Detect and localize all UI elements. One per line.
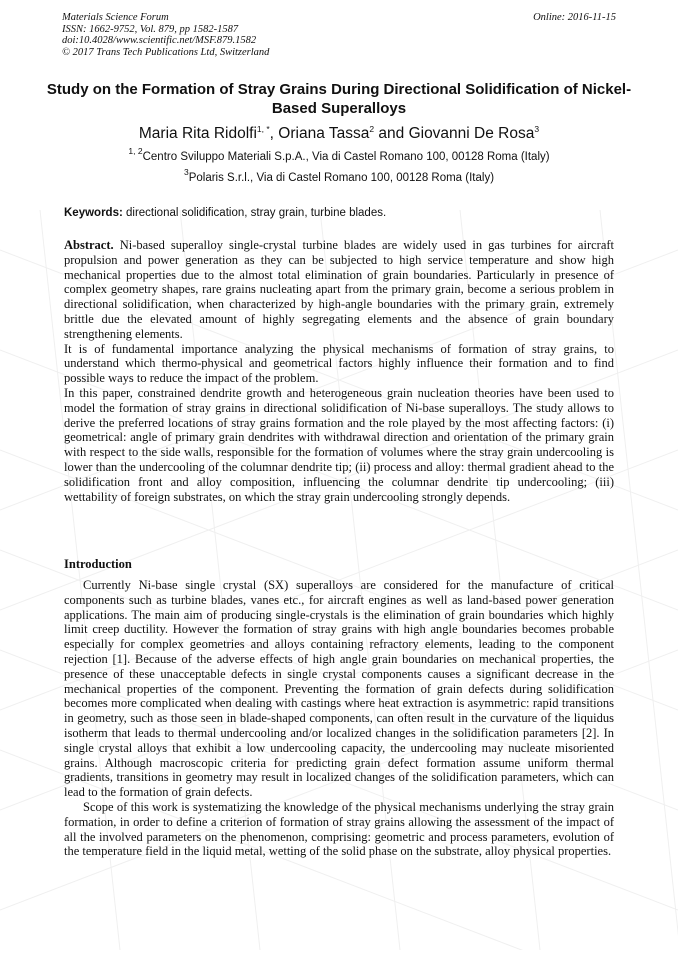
author-list [40, 124, 638, 144]
author-separator: , [269, 125, 279, 142]
abstract-label: Abstract. [64, 238, 114, 252]
affiliation [40, 167, 638, 185]
author-name: Oriana Tassa [278, 125, 370, 142]
paper-title: Study on the Formation of Stray Grains During Directional Solidification of Nickel-Based Superalloys [46, 81, 632, 117]
journal-issn: ISSN: 1662-9752, Vol. 879, pp 1582-1587 [62, 23, 239, 35]
affiliation-text: Centro Sviluppo Materiali S.p.A., Via di Castel Romano 100, 00128 Roma (Italy) [142, 151, 550, 163]
author-affiliation-mark: 3 [534, 124, 540, 134]
author-separator: and [374, 125, 409, 142]
affiliation-mark: 3 [183, 167, 189, 177]
body-paragraph: Scope of this work is systematizing the knowledge of the physical mechanisms underlying the stray grain formation, in order to define a criterion of formation of stray grains allowing the assessment of the impact of all the involved parameters on the phenomenon, comprising: geometric and process parameters, evolution of the temperature field in the liquid metal, wetting of the solid phase on the substrate, alloy physical properties. [64, 799, 614, 859]
keywords [64, 206, 614, 220]
author-name: Giovanni De Rosa [408, 125, 535, 142]
journal-doi: doi:10.4028/www.scientific.net/MSF.879.1582 [62, 35, 257, 47]
journal-name: Materials Science Forum [62, 12, 169, 23]
online-date: Online: 2016-11-15 [533, 12, 616, 23]
abstract-text: Ni-based superalloy single-crystal turbine blades are widely used in gas turbines for aircraft propulsion and power generation as they can be subjected to high service temperature and show high mechanical properties due to the almost total elimination of grain boundaries. Particularly in presence of complex geometry shapes, rare grains nucleating apart from the primary grain, become a serious problem in directional solidification, when characterized by high-angle boundaries with the primary grain, extremely brittle due the elevated amount of highly segregating elements and the absence of grain boundary strengthening elements. [64, 238, 614, 341]
body-paragraph: Currently Ni-base single crystal (SX) superalloys are considered for the manufacture of critical components such as turbine blades, vanes etc., for aircraft engines as well as land-based power generation applications. The main aim of producing single-crystals is the elimination of grain boundaries which highly limit creep ductility. However the formation of stray grains with high angle boundaries becomes probable especially for complex geometries and alloys containing refractory elements, leading to the component rejection [1]. Because of the adverse effects of high angle grain boundaries on mechanical properties, the presence of these unacceptable defects in single crystal components causes a significant decrease in the mechanical properties of the component. Preventing the formation of grain defects during solidification becomes more complicated when dealing with castings where heat extraction is asymmetric: rapid transitions in geometry, such as those seen in blade-shaped components, can often result in the curvature of the liquidus isotherm that leads to thermal undercooling and/or localized changes in the solidification parameters [2]. In single crystal alloys that exhibit a low undercooling capacity, the undercooling may nucleate misoriented grains. Although macroscopic criteria for predicting grain defect formation assume uniform thermal gradients, transitions in geometry may result in localized changes of the solidification parameters, which can lead to the formation of grain defects. [64, 578, 614, 800]
author-affiliation-mark: 1, * [256, 124, 270, 134]
affiliation-mark: 1, 2 [128, 146, 143, 156]
abstract-paragraph: It is of fundamental importance analyzing the physical mechanisms of formation of stray grains, to understand which thermo-physical and geometrical factors highly influence their formation and to find possible ways to reduce the impact of the problem. [64, 341, 614, 386]
author-affiliation-mark: 2 [369, 124, 375, 134]
journal-header [62, 12, 616, 58]
affiliation-text: Polaris S.r.l., Via di Castel Romano 100, 00128 Roma (Italy) [188, 172, 495, 184]
abstract-section [64, 238, 614, 504]
keywords-text: directional solidification, stray grain, turbine blades. [122, 207, 387, 219]
author-name: Maria Rita Ridolfi [138, 125, 257, 142]
affiliation [40, 146, 638, 164]
journal-copyright: © 2017 Trans Tech Publications Ltd, Switzerland [62, 46, 270, 58]
keywords-label: Keywords: [64, 207, 123, 219]
abstract-paragraph [64, 238, 614, 342]
introduction-section [64, 578, 614, 859]
abstract-paragraph: In this paper, constrained dendrite growth and heterogeneous grain nucleation theories have been used to model the formation of stray grains in directional solidification of Ni-base superalloys. The study allows to derive the preferred locations of stray grains formation and the role played by the most affecting factors: (i) geometrical: angle of primary grain dendrites with withdrawal direction and orientation of the primary grain with respect to the side walls, responsible for the formation of volumes where the stray grain undercooling is lower than the undercooling of the columnar dendrite tip; (ii) process and alloy: thermal gradient ahead to the solidification front and alloy composition, influencing the columnar dendrite tip undercooling; (iii) wettability of foreign substrates, on which the stray grain undercooling strongly depends. [64, 385, 614, 504]
section-heading-introduction: Introduction [64, 557, 132, 571]
